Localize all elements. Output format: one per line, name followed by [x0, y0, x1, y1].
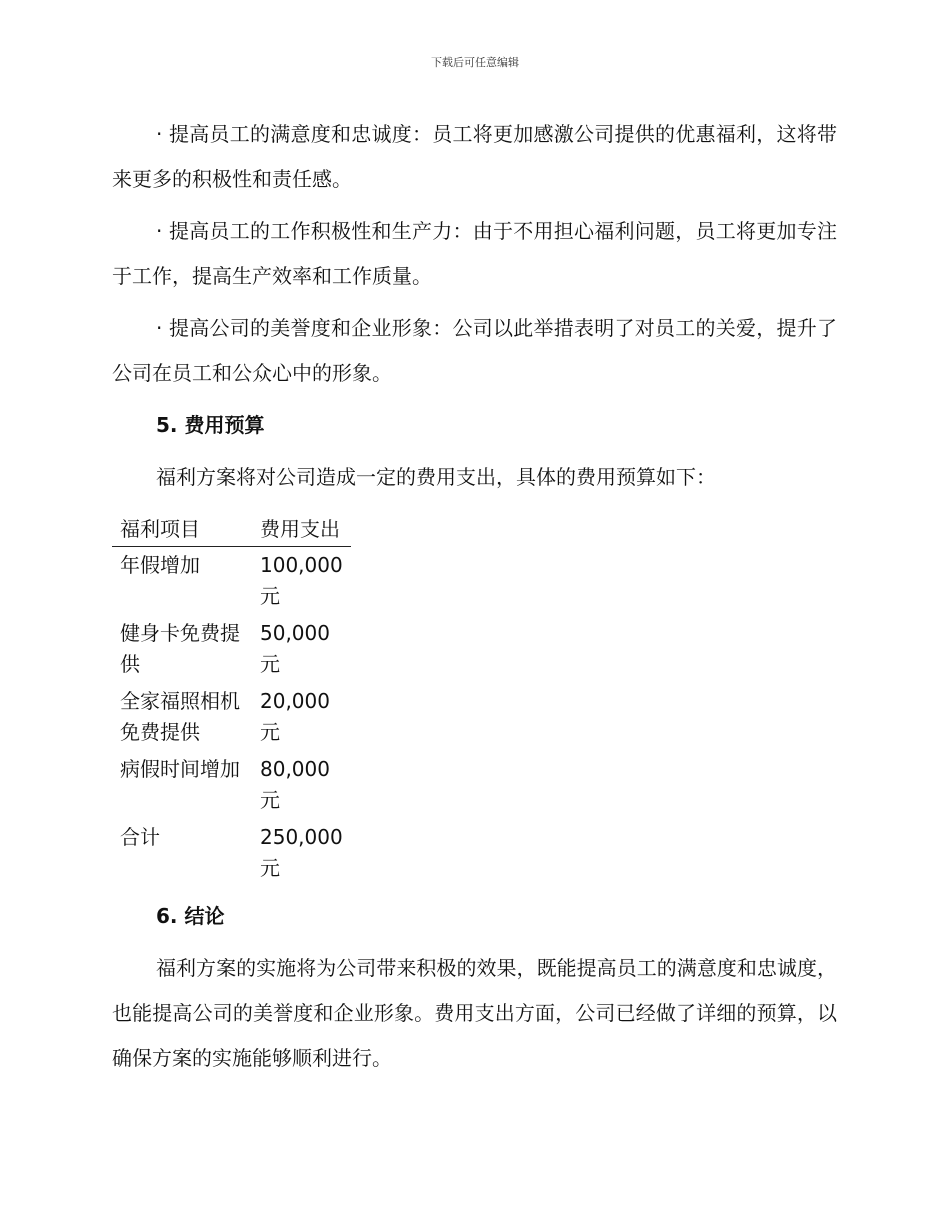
section-heading-conclusion: 6. 结论 — [156, 904, 225, 928]
table-cell-cost: 50,000元 — [260, 621, 330, 676]
table-cell-item: 健身卡免费提供 — [120, 621, 240, 676]
section-heading-budget: 5. 费用预算 — [156, 413, 265, 437]
table-row — [112, 615, 351, 683]
bullet-productivity: · 提高员工的工作积极性和生产力：由于不用担心福利问题，员工将更加专注于工作，提高生产效率和工作质量。 — [112, 219, 837, 288]
table-row-total — [112, 819, 351, 887]
table-cell-cost: 80,000元 — [260, 757, 330, 812]
bullet-satisfaction: · 提高员工的满意度和忠诚度：员工将更加感激公司提供的优惠福利，这将带来更多的积极性和责任感。 — [112, 122, 837, 191]
table-cell-cost: 20,000元 — [260, 689, 330, 744]
bullet-reputation: · 提高公司的美誉度和企业形象：公司以此举措表明了对员工的关爱，提升了公司在员工和公众心中的形象。 — [112, 316, 837, 385]
conclusion-paragraph: 福利方案的实施将为公司带来积极的效果，既能提高员工的满意度和忠诚度，也能提高公司的美誉度和企业形象。费用支出方面，公司已经做了详细的预算，以确保方案的实施能够顺利进行。 — [112, 956, 837, 1070]
table-row — [112, 683, 351, 751]
budget-intro: 福利方案将对公司造成一定的费用支出，具体的费用预算如下： — [156, 465, 716, 489]
column-header-item: 福利项目 — [112, 514, 252, 547]
budget-table — [112, 514, 351, 887]
table-cell-item: 病假时间增加 — [120, 757, 240, 781]
table-cell-cost: 100,000元 — [260, 553, 343, 608]
table-cell-cost: 250,000元 — [260, 825, 343, 880]
document-body — [112, 112, 837, 1081]
column-header-cost: 费用支出 — [252, 514, 351, 547]
table-row — [112, 547, 351, 616]
page-header-note: 下载后可任意编辑 — [431, 56, 519, 69]
table-header-row — [112, 514, 351, 547]
table-row — [112, 751, 351, 819]
table-cell-item: 年假增加 — [120, 553, 200, 577]
table-cell-item: 合计 — [120, 825, 160, 849]
table-cell-item: 全家福照相机免费提供 — [120, 689, 240, 744]
